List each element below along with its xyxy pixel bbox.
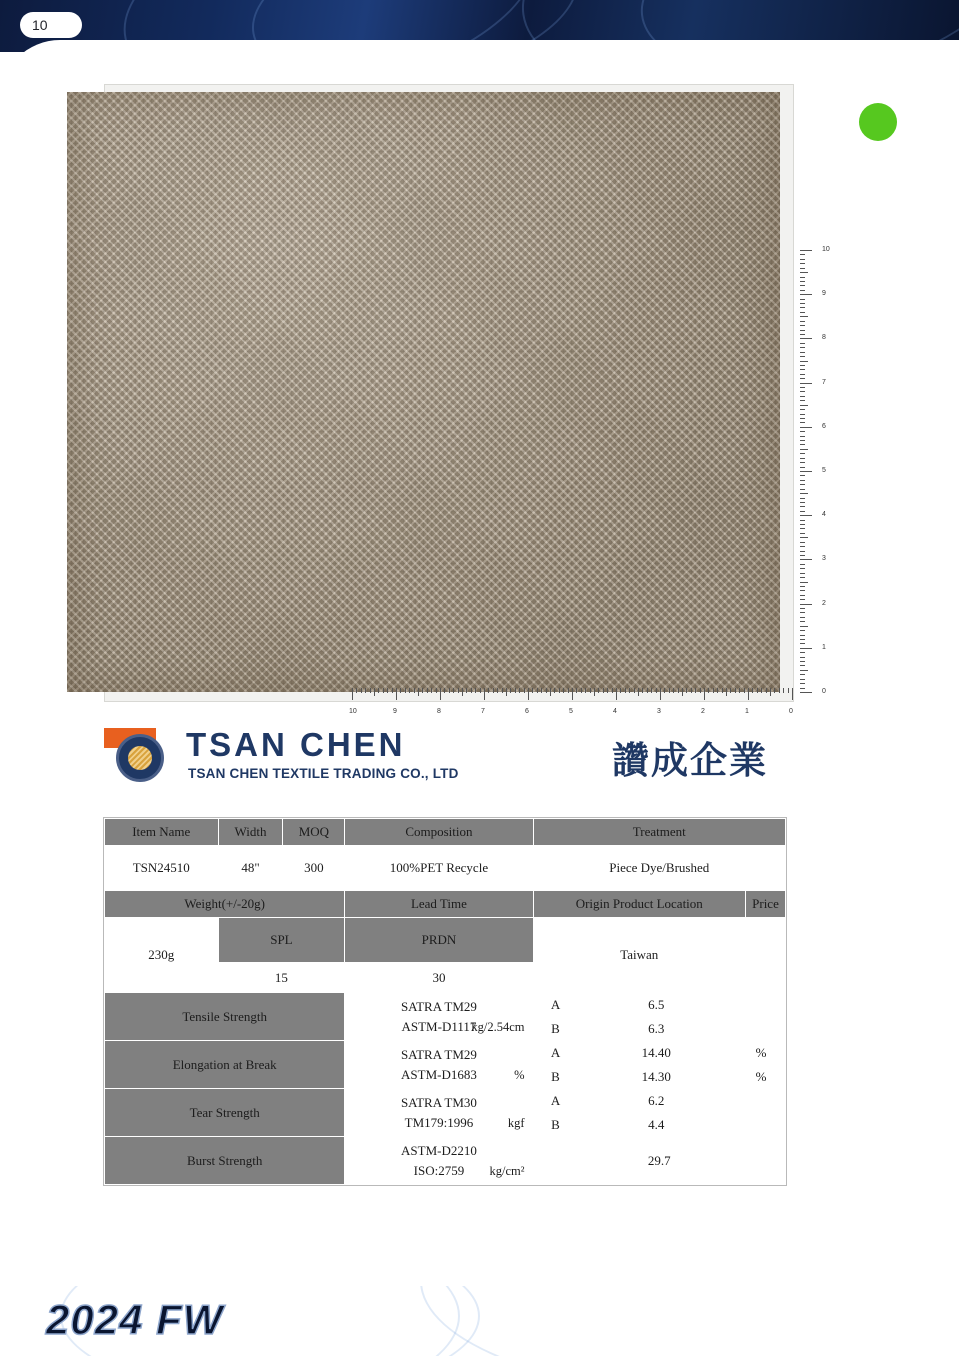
test-result-label: A bbox=[533, 1089, 567, 1113]
green-status-dot bbox=[859, 103, 897, 141]
test-result-suffix bbox=[746, 1017, 786, 1041]
test-method-line2: ASTM-D1683 bbox=[401, 1066, 477, 1082]
value-treatment: Piece Dye/Brushed bbox=[533, 846, 785, 891]
header-width: Width bbox=[218, 819, 283, 846]
test-unit: kg/cm² bbox=[489, 1164, 525, 1179]
value-prdn: 30 bbox=[345, 963, 533, 993]
table-row-headers-2 bbox=[105, 891, 786, 918]
value-origin: Taiwan bbox=[533, 918, 745, 993]
test-result-value: 29.7 bbox=[533, 1137, 785, 1185]
value-composition: 100%PET Recycle bbox=[345, 846, 533, 891]
test-method bbox=[345, 1137, 533, 1185]
company-name: TSAN CHEN bbox=[186, 726, 406, 763]
page-number-badge: 10 bbox=[20, 12, 82, 38]
header-moq: MOQ bbox=[283, 819, 345, 846]
company-logo-icon bbox=[104, 728, 176, 784]
test-result-value: 6.3 bbox=[567, 1017, 745, 1041]
season-label: 2024 FW bbox=[46, 1296, 224, 1343]
header-spl: SPL bbox=[218, 918, 345, 963]
test-unit: kgf bbox=[507, 1116, 525, 1131]
test-result-value: 6.5 bbox=[567, 993, 745, 1017]
test-method-line2: TM179:1996 bbox=[404, 1114, 474, 1130]
value-item-name: TSN24510 bbox=[105, 846, 219, 891]
test-result-suffix: % bbox=[746, 1065, 786, 1089]
test-name: Tensile Strength bbox=[105, 993, 345, 1041]
test-result-value: 4.4 bbox=[567, 1113, 745, 1137]
table-row-headers-1 bbox=[105, 819, 786, 846]
fabric-swatch-frame bbox=[104, 84, 794, 702]
value-moq: 300 bbox=[283, 846, 345, 891]
horizontal-ruler: 10 9 8 7 6 5 4 3 2 1 0 bbox=[352, 688, 792, 722]
test-method bbox=[345, 993, 533, 1041]
fabric-swatch-image bbox=[67, 92, 780, 692]
test-method-line1: SATRA TM29 bbox=[400, 999, 477, 1014]
test-result-label: B bbox=[533, 1017, 567, 1041]
value-weight: 230g bbox=[105, 918, 219, 993]
test-method bbox=[345, 1041, 533, 1089]
header-price: Price bbox=[746, 891, 786, 918]
test-result-value: 14.40 bbox=[567, 1041, 745, 1065]
header-treatment: Treatment bbox=[533, 819, 785, 846]
test-method-line2: ASTM-D1117 bbox=[401, 1018, 477, 1034]
vertical-ruler: 10 9 8 7 6 5 4 3 2 1 0 bbox=[800, 250, 834, 692]
test-result-suffix bbox=[746, 993, 786, 1017]
test-result-label: B bbox=[533, 1065, 567, 1089]
table-row bbox=[105, 1137, 786, 1185]
company-name-chinese: 讚成企業 bbox=[612, 739, 768, 782]
value-price-empty bbox=[746, 963, 786, 993]
test-name: Elongation at Break bbox=[105, 1041, 345, 1089]
table-row bbox=[105, 1041, 786, 1065]
test-method-line1: SATRA TM29 bbox=[400, 1047, 477, 1062]
header-item-name: Item Name bbox=[105, 819, 219, 846]
test-unit: % bbox=[514, 1068, 525, 1083]
test-method-line2: ISO:2759 bbox=[413, 1162, 465, 1178]
test-result-suffix bbox=[746, 1113, 786, 1137]
bottom-swoosh-3 bbox=[420, 1286, 959, 1356]
test-method-line1: ASTM-D2210 bbox=[401, 1143, 477, 1158]
company-logo-row bbox=[104, 726, 804, 788]
test-result-label: A bbox=[533, 993, 567, 1017]
value-price bbox=[746, 918, 786, 963]
table-row-leadtime-sub bbox=[105, 918, 786, 963]
test-result-value: 14.30 bbox=[567, 1065, 745, 1089]
value-width: 48" bbox=[218, 846, 283, 891]
test-name: Burst Strength bbox=[105, 1137, 345, 1185]
test-result-suffix bbox=[746, 1089, 786, 1113]
test-result-value: 6.2 bbox=[567, 1089, 745, 1113]
header-origin: Origin Product Location bbox=[533, 891, 745, 918]
test-result-label: A bbox=[533, 1041, 567, 1065]
bottom-banner bbox=[0, 1286, 959, 1356]
table-row bbox=[105, 1089, 786, 1113]
fabric-spec-table bbox=[104, 818, 786, 1185]
test-result-suffix: % bbox=[746, 1041, 786, 1065]
header-weight: Weight(+/-20g) bbox=[105, 891, 345, 918]
table-row-values-1 bbox=[105, 846, 786, 891]
test-method bbox=[345, 1089, 533, 1137]
header-composition: Composition bbox=[345, 819, 533, 846]
test-name: Tear Strength bbox=[105, 1089, 345, 1137]
company-legal-name: TSAN CHEN TEXTILE TRADING CO., LTD bbox=[188, 766, 459, 781]
table-row bbox=[105, 993, 786, 1017]
test-unit: kg/2.54cm bbox=[471, 1020, 525, 1035]
test-result-label: B bbox=[533, 1113, 567, 1137]
test-method-line1: SATRA TM30 bbox=[400, 1095, 477, 1110]
header-prdn: PRDN bbox=[345, 918, 533, 963]
value-spl: 15 bbox=[218, 963, 345, 993]
header-lead-time: Lead Time bbox=[345, 891, 533, 918]
